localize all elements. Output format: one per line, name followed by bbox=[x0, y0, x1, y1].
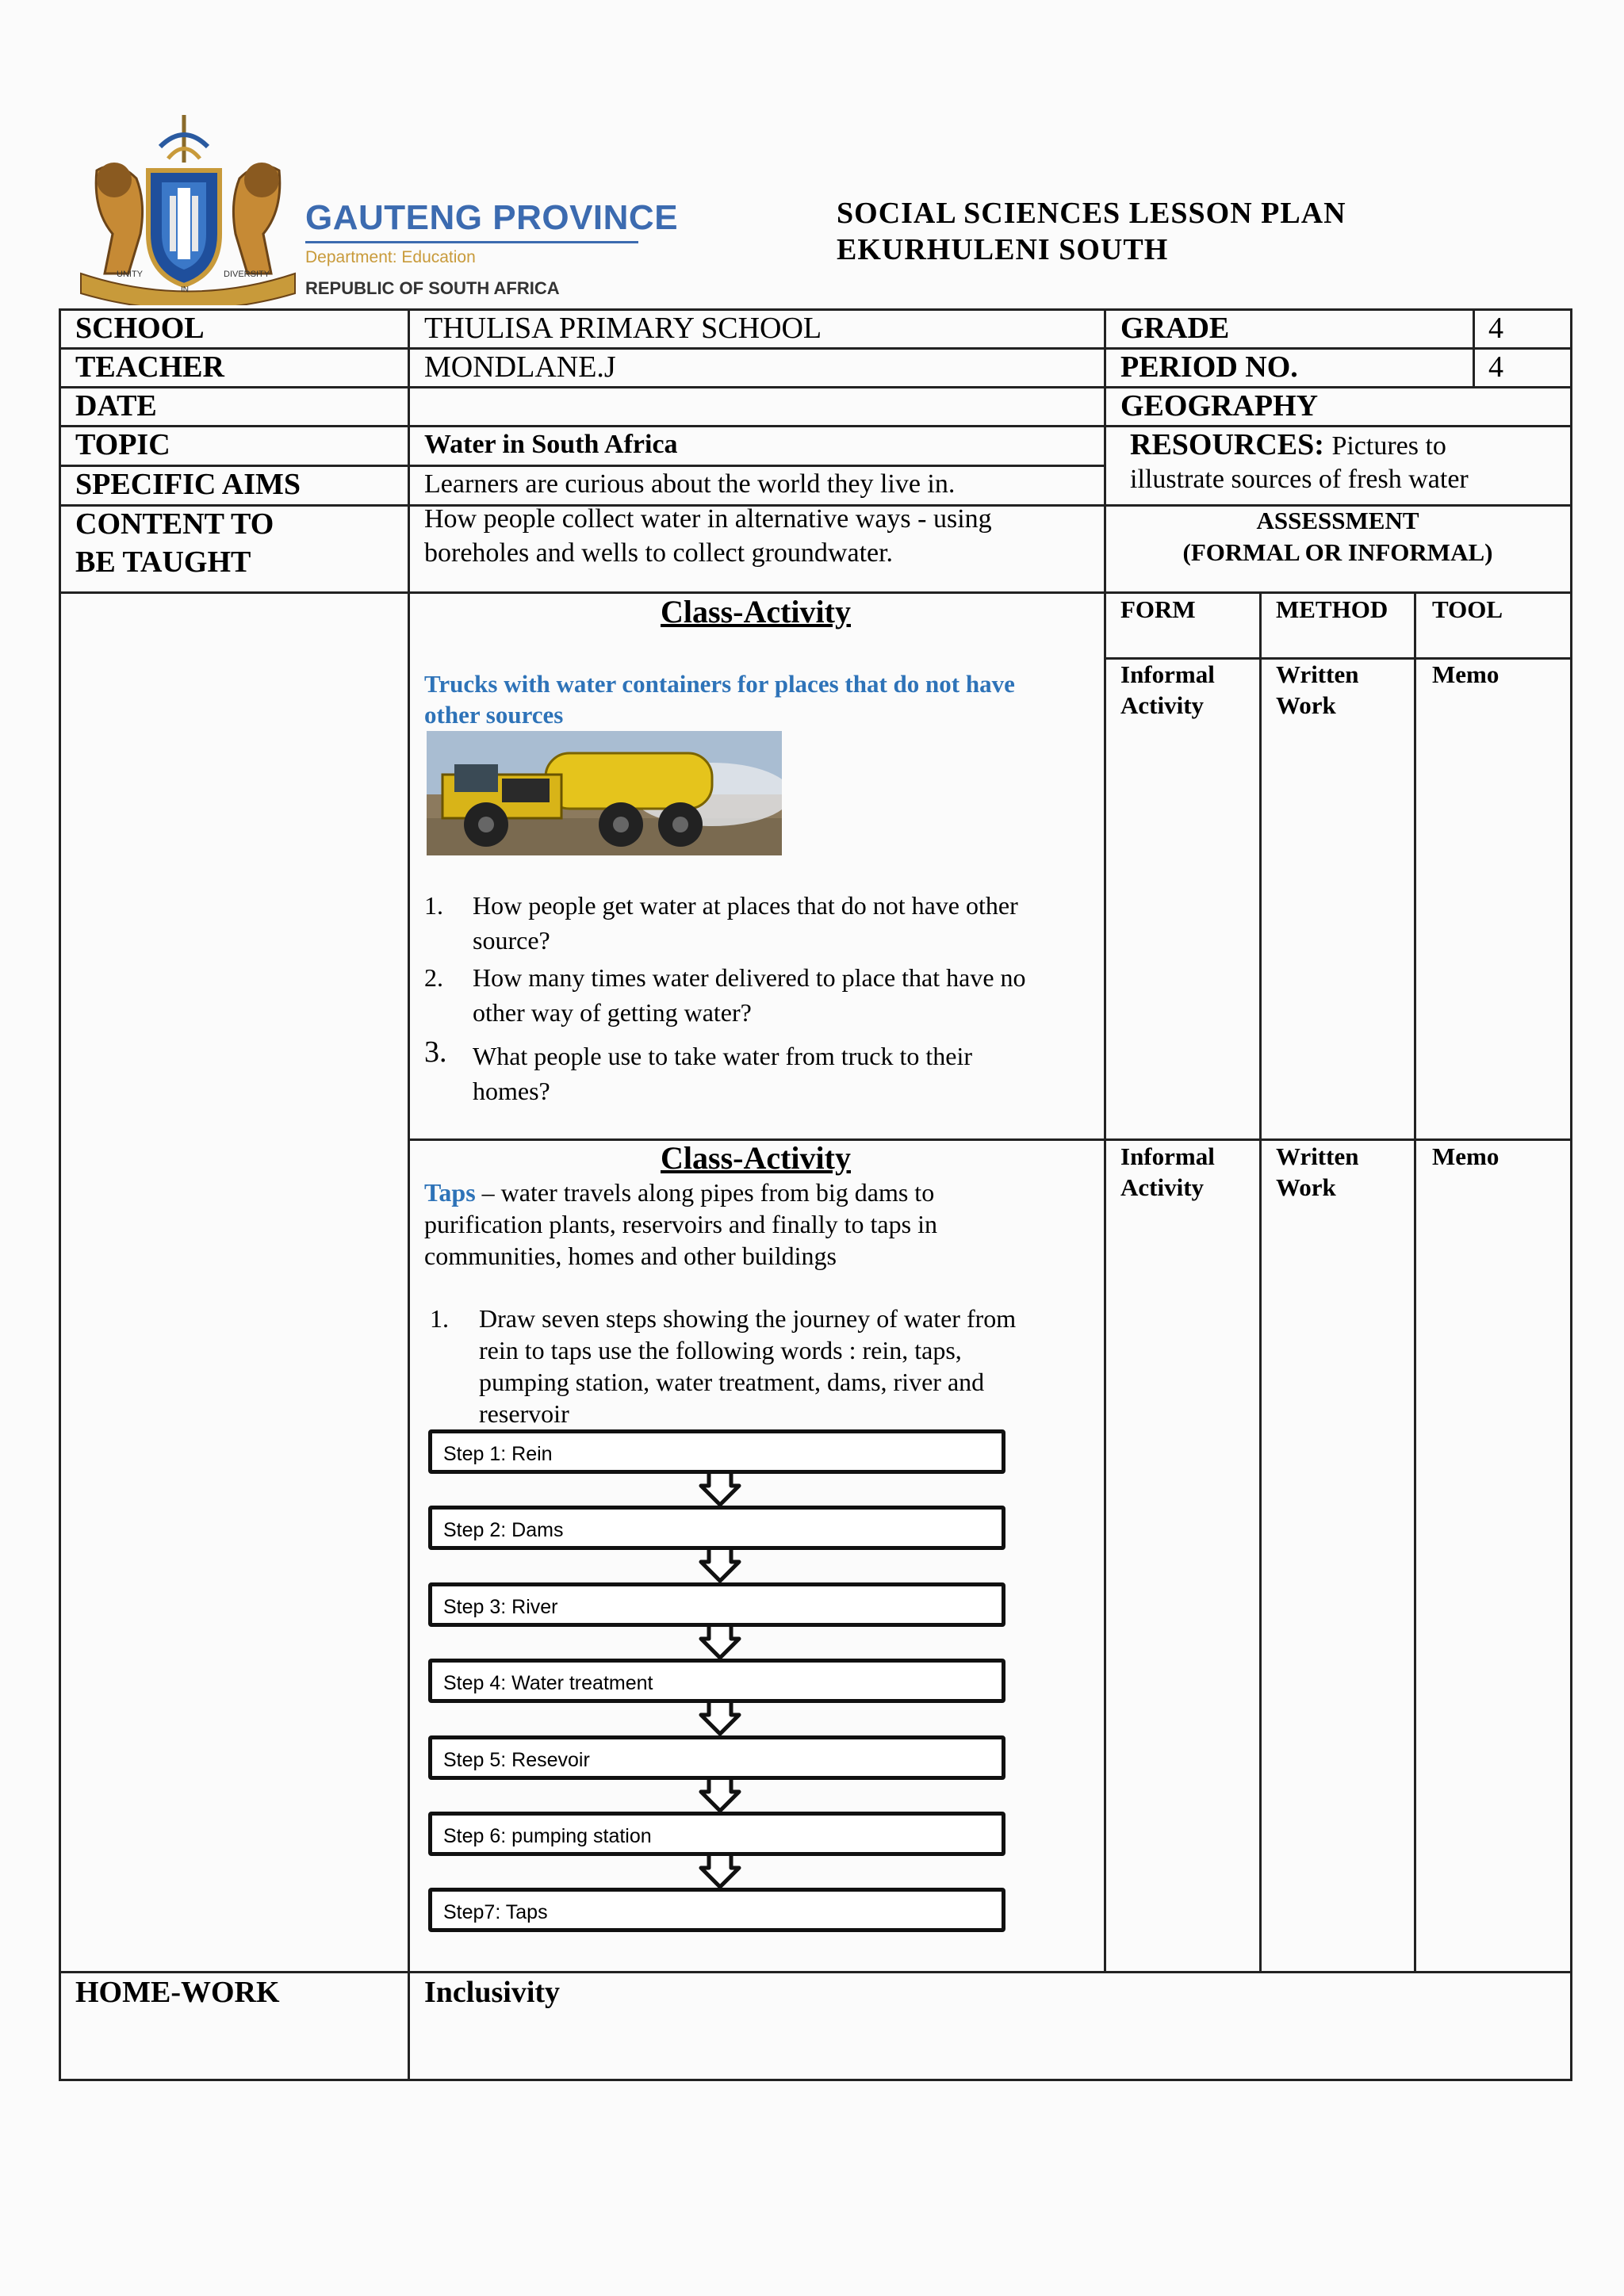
row1-method-1: Written bbox=[1276, 660, 1359, 688]
row2-method-2: Work bbox=[1276, 1173, 1336, 1201]
activity-2-q-line-1: Draw seven steps showing the journey of water from bbox=[479, 1304, 1017, 1333]
crest-motto-right: DIVERSITY bbox=[224, 270, 270, 279]
flow-step bbox=[428, 1888, 1005, 1932]
column-divider bbox=[408, 308, 410, 2081]
activity-2-intro-1 bbox=[424, 1177, 934, 1208]
intro-1-text: – water travels along pipes from big dams to bbox=[475, 1178, 935, 1207]
table-border-bottom bbox=[59, 2079, 1572, 2081]
subject-label: GEOGRAPHY bbox=[1120, 389, 1319, 423]
down-arrow-icon bbox=[698, 1471, 742, 1508]
activity-2-intro-3: communities, homes and other buildings bbox=[424, 1242, 837, 1270]
row-divider bbox=[59, 386, 1572, 388]
assessment-title-2: (FORMAL OR INFORMAL) bbox=[1182, 538, 1493, 566]
activity-2-q-line-4: reservoir bbox=[479, 1399, 569, 1428]
table-border-left bbox=[59, 308, 61, 2081]
topic-value: Water in South Africa bbox=[424, 430, 678, 459]
homework-label: HOME-WORK bbox=[75, 1976, 280, 2009]
teacher-label: TEACHER bbox=[75, 350, 224, 384]
table-border-right bbox=[1570, 308, 1572, 2081]
logo-republic: REPUBLIC OF SOUTH AFRICA bbox=[305, 278, 560, 298]
activity-2-q-line-2: rein to taps use the following words : rein, taps, bbox=[479, 1336, 962, 1364]
row2-form-2: Activity bbox=[1120, 1173, 1205, 1201]
topic-label: TOPIC bbox=[75, 428, 170, 461]
row1-form-2: Activity bbox=[1120, 691, 1205, 719]
flow-step bbox=[428, 1735, 1005, 1780]
activity-2-title: Class-Activity bbox=[661, 1140, 851, 1176]
down-arrow-icon bbox=[698, 1624, 742, 1661]
teacher-value: MONDLANE.J bbox=[424, 350, 616, 384]
logo-title: GAUTENG PROVINCE bbox=[305, 198, 679, 237]
resources-value-1: Pictures to bbox=[1331, 431, 1446, 461]
taps-label: Taps bbox=[424, 1178, 476, 1207]
flow-step bbox=[428, 1506, 1005, 1550]
down-arrow-icon bbox=[698, 1854, 742, 1890]
logo-divider bbox=[305, 241, 638, 243]
flow-step-label: Step 2: Dams bbox=[443, 1519, 564, 1541]
document-title bbox=[837, 195, 1346, 268]
aims-label: SPECIFIC AIMS bbox=[75, 468, 301, 501]
flow-step-label: Step7: Taps bbox=[443, 1901, 548, 1923]
flow-step bbox=[428, 1582, 1005, 1627]
period-value: 4 bbox=[1488, 350, 1503, 384]
content-label-1: CONTENT TO bbox=[75, 507, 274, 541]
assessment-title-1: ASSESSMENT bbox=[1256, 507, 1419, 534]
assessment-col-form: FORM bbox=[1120, 595, 1196, 623]
logo-department: Department: Education bbox=[305, 248, 476, 266]
resources-label: RESOURCES: bbox=[1130, 428, 1324, 461]
flow-step-label: Step 4: Water treatment bbox=[443, 1672, 653, 1694]
down-arrow-icon bbox=[698, 1777, 742, 1814]
coat-of-arms-logo bbox=[73, 115, 303, 305]
row-divider bbox=[59, 347, 1572, 350]
resources-value-2: illustrate sources of fresh water bbox=[1130, 465, 1469, 494]
doc-title-line-1: SOCIAL SCIENCES LESSON PLAN bbox=[837, 197, 1346, 230]
activity-1-subtitle-1: Trucks with water containers for places that do not have bbox=[424, 670, 1015, 698]
assessment-col-tool: TOOL bbox=[1432, 595, 1503, 623]
q1-line-1: How people get water at places that do not have other bbox=[473, 891, 1018, 920]
crest-motto-left: UNITY bbox=[117, 270, 143, 279]
activity-2-intro-2: purification plants, reservoirs and finally to taps in bbox=[424, 1210, 937, 1238]
assessment-col-method: METHOD bbox=[1276, 595, 1388, 623]
activity-2-q-line-3: pumping station, water treatment, dams, river and bbox=[479, 1368, 985, 1396]
period-label: PERIOD NO. bbox=[1120, 350, 1298, 384]
flow-step-label: Step 3: River bbox=[443, 1596, 558, 1618]
water-truck-image bbox=[427, 731, 782, 855]
flow-step bbox=[428, 1659, 1005, 1703]
q2-number: 2. bbox=[424, 963, 443, 992]
flow-step-label: Step 1: Rein bbox=[443, 1443, 553, 1465]
row1-method-2: Work bbox=[1276, 691, 1336, 719]
q3-line-2: homes? bbox=[473, 1077, 550, 1105]
date-label: DATE bbox=[75, 389, 157, 423]
resources-line-1 bbox=[1130, 427, 1446, 465]
q3-line-1: What people use to take water from truck to their bbox=[473, 1042, 972, 1070]
content-label-2: BE TAUGHT bbox=[75, 545, 251, 579]
crest-motto-mid: IN bbox=[181, 285, 189, 294]
department-logo-text bbox=[305, 198, 678, 299]
school-value: THULISA PRIMARY SCHOOL bbox=[424, 312, 822, 345]
down-arrow-icon bbox=[698, 1548, 742, 1584]
flow-step bbox=[428, 1812, 1005, 1856]
q3-number: 3. bbox=[424, 1035, 447, 1069]
flow-step bbox=[428, 1429, 1005, 1474]
column-divider bbox=[1259, 591, 1262, 1973]
grade-value: 4 bbox=[1488, 312, 1503, 345]
q1-line-2: source? bbox=[473, 926, 550, 955]
flow-step-label: Step 5: Resevoir bbox=[443, 1749, 590, 1771]
row-divider bbox=[59, 1971, 1572, 1973]
flow-step-label: Step 6: pumping station bbox=[443, 1825, 652, 1847]
activity-1-subtitle-2: other sources bbox=[424, 701, 564, 729]
school-label: SCHOOL bbox=[75, 312, 205, 345]
aims-value: Learners are curious about the world they live in. bbox=[424, 469, 956, 499]
down-arrow-icon bbox=[698, 1701, 742, 1737]
grade-label: GRADE bbox=[1120, 312, 1230, 345]
row2-tool: Memo bbox=[1432, 1142, 1500, 1170]
content-value-2: boreholes and wells to collect groundwater. bbox=[424, 538, 894, 568]
activity-1-title: Class-Activity bbox=[661, 594, 851, 629]
column-divider bbox=[1414, 591, 1416, 1973]
column-divider bbox=[1473, 308, 1475, 388]
inclusivity-label: Inclusivity bbox=[424, 1976, 561, 2009]
activity-2-q-number: 1. bbox=[430, 1304, 449, 1333]
q2-line-1: How many times water delivered to place that have no bbox=[473, 963, 1026, 992]
row1-tool: Memo bbox=[1432, 660, 1500, 688]
content-value-1: How people collect water in alternative ways - using bbox=[424, 504, 992, 534]
q2-line-2: other way of getting water? bbox=[473, 998, 752, 1027]
doc-title-line-2: EKURHULENI SOUTH bbox=[837, 233, 1169, 266]
row2-method-1: Written bbox=[1276, 1142, 1359, 1170]
row2-form-1: Informal bbox=[1120, 1142, 1215, 1170]
q1-number: 1. bbox=[424, 891, 443, 920]
row1-form-1: Informal bbox=[1120, 660, 1215, 688]
